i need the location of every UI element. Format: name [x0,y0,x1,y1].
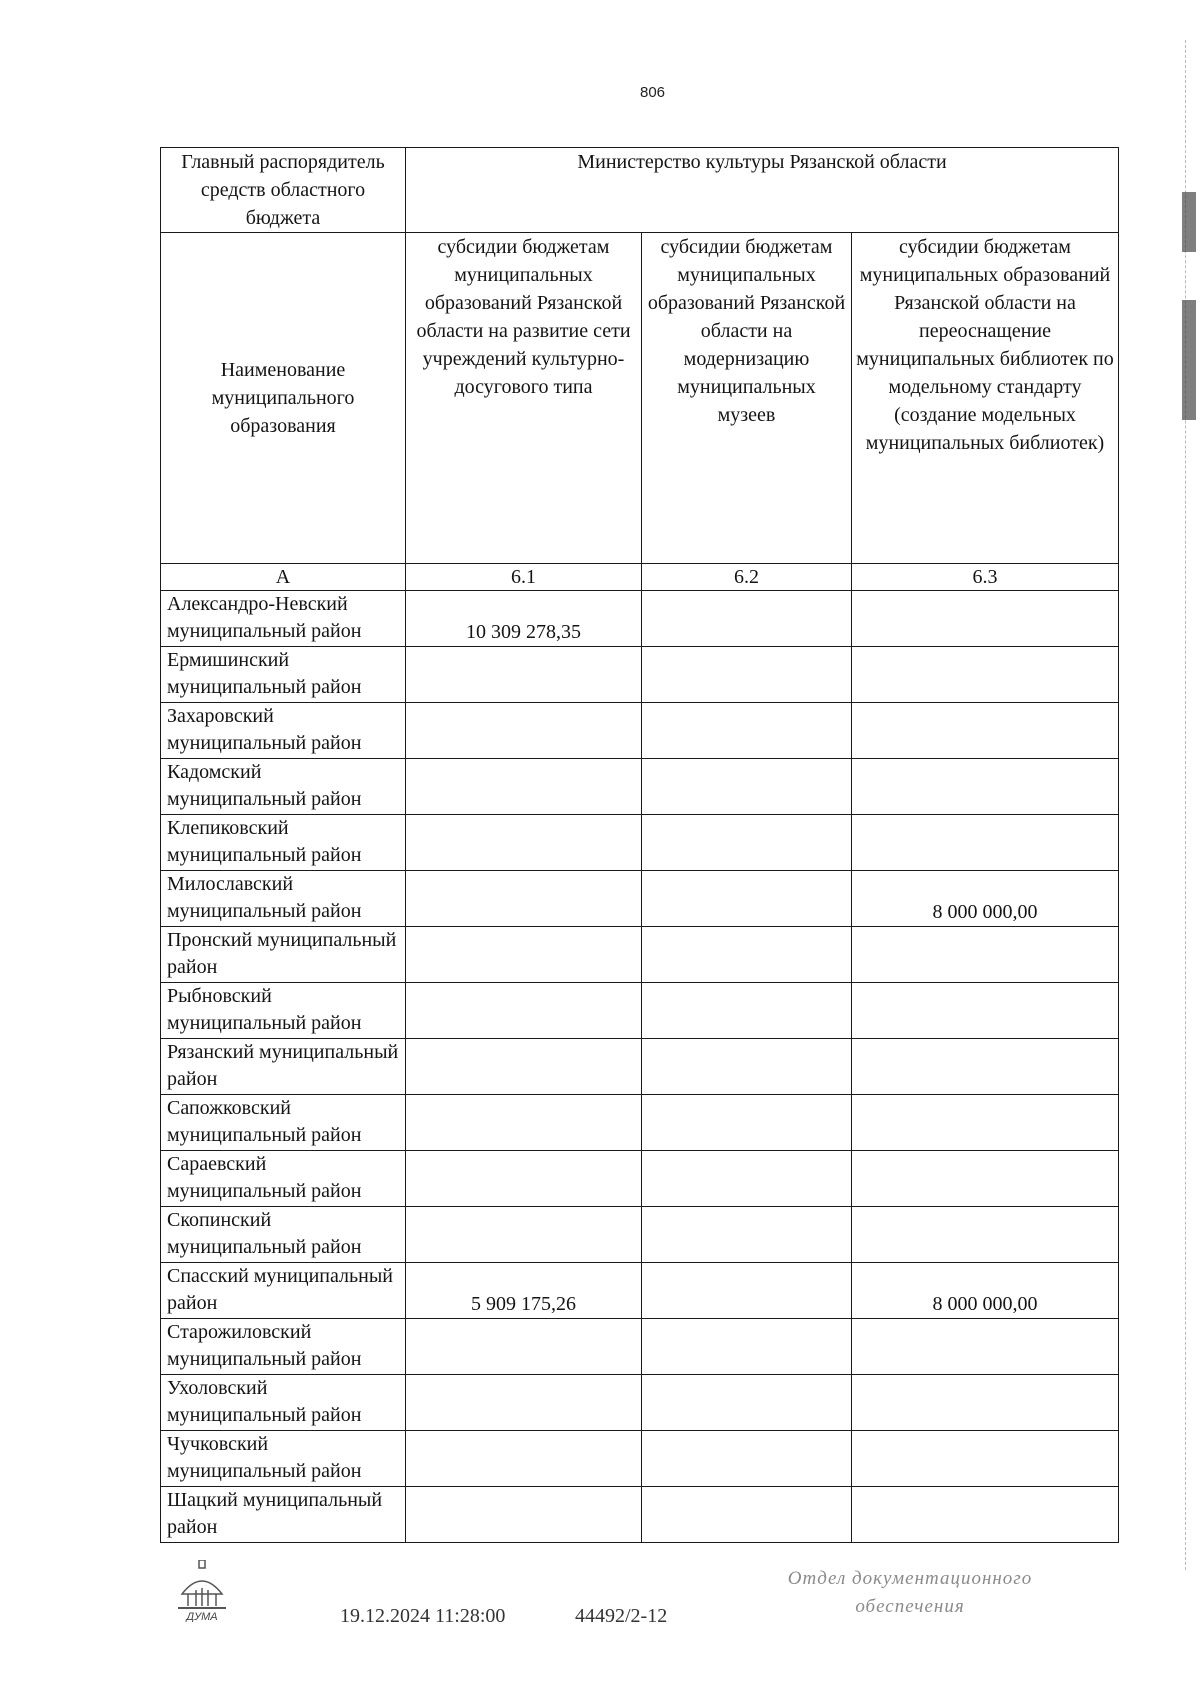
value-6-1 [406,703,642,759]
value-6-2 [642,1039,852,1095]
index-cell-a: А [161,564,406,591]
municipality-name: Клепиковский муниципальный район [161,815,406,871]
value-6-2 [642,871,852,927]
municipality-name: Чучковский муниципальный район [161,1431,406,1487]
value-6-1 [406,759,642,815]
value-6-3 [852,1319,1119,1375]
duma-logo [174,1560,230,1622]
col-header-6-1: субсидии бюджетам муниципальных образований Рязанской области на развитие сети учреждений культурно-досугового типа [406,233,642,564]
municipality-name: Ухоловский муниципальный район [161,1375,406,1431]
municipality-name: Спасский муниципальный район [161,1263,406,1319]
value-6-2 [642,927,852,983]
value-6-3 [852,927,1119,983]
value-6-3 [852,1151,1119,1207]
value-6-3 [852,703,1119,759]
col-header-6-2: субсидии бюджетам муниципальных образований Рязанской области на модернизацию муниципальных музеев [642,233,852,564]
footer-code: 44492/2-12 [575,1605,668,1627]
table-row [161,1039,1119,1095]
page-number: 806 [640,84,666,101]
scan-mark [1182,192,1196,252]
value-6-2 [642,647,852,703]
table-row [161,703,1119,759]
table-row [161,1151,1119,1207]
table-row [161,983,1119,1039]
table-row [161,1431,1119,1487]
scan-mark [1182,300,1196,420]
distributor-label: Главный распорядитель средств областного бюджета [161,148,406,233]
table-row [161,1095,1119,1151]
table-row [161,759,1119,815]
municipality-name: Старожиловский муниципальный район [161,1319,406,1375]
table-row [161,647,1119,703]
logo-text: ДУМА [186,1611,218,1622]
value-6-2 [642,1207,852,1263]
table-row [161,927,1119,983]
value-6-3 [852,983,1119,1039]
municipality-name: Рыбновский муниципальный район [161,983,406,1039]
value-6-3 [852,759,1119,815]
value-6-2 [642,1431,852,1487]
value-6-2 [642,1095,852,1151]
municipality-name: Милославский муниципальный район [161,871,406,927]
value-6-2 [642,703,852,759]
value-6-2 [642,1263,852,1319]
municipality-name: Ермишинский муниципальный район [161,647,406,703]
value-6-3 [852,591,1119,647]
value-6-1 [406,1319,642,1375]
table-row [161,871,1119,927]
value-6-3 [852,1039,1119,1095]
municipality-name: Захаровский муниципальный район [161,703,406,759]
value-6-3 [852,1375,1119,1431]
value-6-1: 5 909 175,26 [406,1263,642,1319]
value-6-1 [406,1375,642,1431]
table-row [161,815,1119,871]
value-6-3: 8 000 000,00 [852,1263,1119,1319]
value-6-3 [852,1431,1119,1487]
table-row [161,591,1119,647]
index-cell-6-1: 6.1 [406,564,642,591]
value-6-2 [642,983,852,1039]
table-row [161,1487,1119,1543]
table-row [161,1319,1119,1375]
value-6-1: 10 309 278,35 [406,591,642,647]
value-6-1 [406,983,642,1039]
municipality-name: Скопинский муниципальный район [161,1207,406,1263]
subsidy-table [160,147,1119,1543]
value-6-1 [406,647,642,703]
ministry-name: Министерство культуры Рязанской области [406,148,1119,233]
value-6-2 [642,1375,852,1431]
value-6-3 [852,815,1119,871]
value-6-2 [642,1319,852,1375]
value-6-1 [406,1487,642,1543]
municipality-name-label: Наименование муниципального образования [161,233,406,564]
municipality-name: Рязанский муниципальный район [161,1039,406,1095]
value-6-3 [852,647,1119,703]
value-6-2 [642,591,852,647]
index-cell-6-2: 6.2 [642,564,852,591]
value-6-2 [642,759,852,815]
scan-edge-artifact [1185,40,1194,1570]
value-6-2 [642,1487,852,1543]
municipality-name: Кадомский муниципальный район [161,759,406,815]
municipality-name: Сараевский муниципальный район [161,1151,406,1207]
table-row [161,1263,1119,1319]
value-6-1 [406,1151,642,1207]
value-6-1 [406,1431,642,1487]
table-row [161,1207,1119,1263]
table-row [161,1375,1119,1431]
value-6-2 [642,815,852,871]
value-6-3 [852,1487,1119,1543]
value-6-1 [406,815,642,871]
col-header-6-3: субсидии бюджетам муниципальных образований Рязанской области на переоснащение муниципальных библиотек по модельному стандарту (создание модельных муниципальных библиотек) [852,233,1119,564]
municipality-name: Пронский муниципальный район [161,927,406,983]
footer-date: 19.12.2024 11:28:00 [340,1605,506,1627]
municipality-name: Сапожковский муниципальный район [161,1095,406,1151]
department-stamp: Отдел документационного обеспечения [787,1568,1033,1617]
municipality-name: Шацкий муниципальный район [161,1487,406,1543]
value-6-2 [642,1151,852,1207]
index-cell-6-3: 6.3 [852,564,1119,591]
value-6-1 [406,1095,642,1151]
value-6-1 [406,871,642,927]
value-6-1 [406,1039,642,1095]
value-6-1 [406,1207,642,1263]
value-6-3 [852,1207,1119,1263]
value-6-1 [406,927,642,983]
value-6-3 [852,1095,1119,1151]
value-6-3: 8 000 000,00 [852,871,1119,927]
municipality-name: Александро-Невский муниципальный район [161,591,406,647]
